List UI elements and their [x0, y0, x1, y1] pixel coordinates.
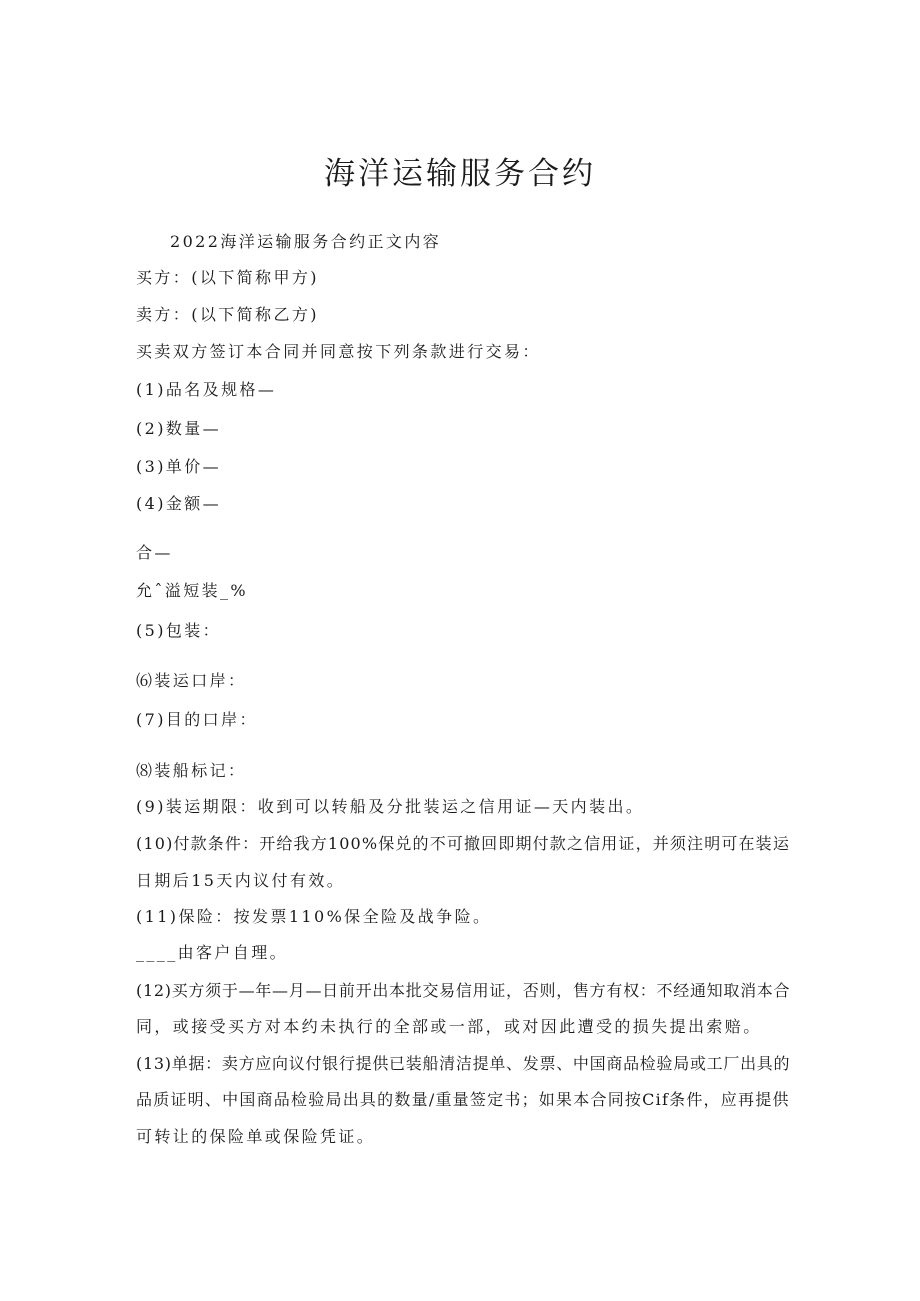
- clause-payment-line2: 日期后15天内议付有效。: [136, 871, 346, 890]
- clause-product-spec: (1)品名及规格—: [136, 380, 277, 399]
- clause-amount: (4)金额—: [136, 494, 222, 513]
- clause-shipment-period: (9)装运期限：收到可以转船及分批装运之信用证—天内装出。: [136, 797, 645, 816]
- buyer-line: 买方：(以下简称甲方): [136, 268, 319, 287]
- clause-documents-line2: 品质证明、中国商品检验局出具的数量/重量签定书；如果本合同按Cif条件，应再提供: [136, 1090, 790, 1109]
- clause-allowance: 允ˆ溢短装_%: [136, 581, 249, 600]
- clause-payment-line1: (10)付款条件：开给我方100%保兑的不可撤回即期付款之信用证，并须注明可在装运: [136, 834, 790, 853]
- clause-packing: (5)包装：: [136, 621, 222, 640]
- clause-unit-price: (3)单价—: [136, 457, 222, 476]
- seller-line: 卖方：(以下简称乙方): [136, 305, 319, 324]
- clause-shipping-mark: ⑻装船标记：: [136, 761, 247, 780]
- document-title: 海洋运输服务合约: [324, 156, 596, 192]
- intro-line: 买卖双方签订本合同并同意按下列条款进行交易：: [136, 342, 541, 361]
- clause-insurance-self: ____由客户自理。: [136, 943, 289, 962]
- clause-insurance: (11)保险：按发票110%保全险及战争险。: [136, 907, 492, 926]
- clause-quantity: (2)数量—: [136, 419, 222, 438]
- clause-destination-port: (7)目的口岸：: [136, 710, 258, 729]
- clause-documents-line3: 可转让的保险单或保险凭证。: [136, 1127, 376, 1146]
- clause-documents-line1: (13)单据：卖方应向议付银行提供已装船清洁提单、发票、中国商品检验局或工厂出具的: [136, 1054, 791, 1073]
- clause-credit-line2: 同，或接受买方对本约未执行的全部或一部，或对因此遭受的损失提出索赔。: [136, 1017, 762, 1036]
- clause-total: 合—: [136, 543, 173, 562]
- document-subtitle: 2022海洋运输服务合约正文内容: [170, 232, 442, 251]
- clause-credit-line1: (12)买方须于—年—月—日前开出本批交易信用证，否则，售方有权：不经通知取消本合: [136, 981, 791, 1000]
- clause-loading-port: ⑹装运口岸：: [136, 671, 247, 690]
